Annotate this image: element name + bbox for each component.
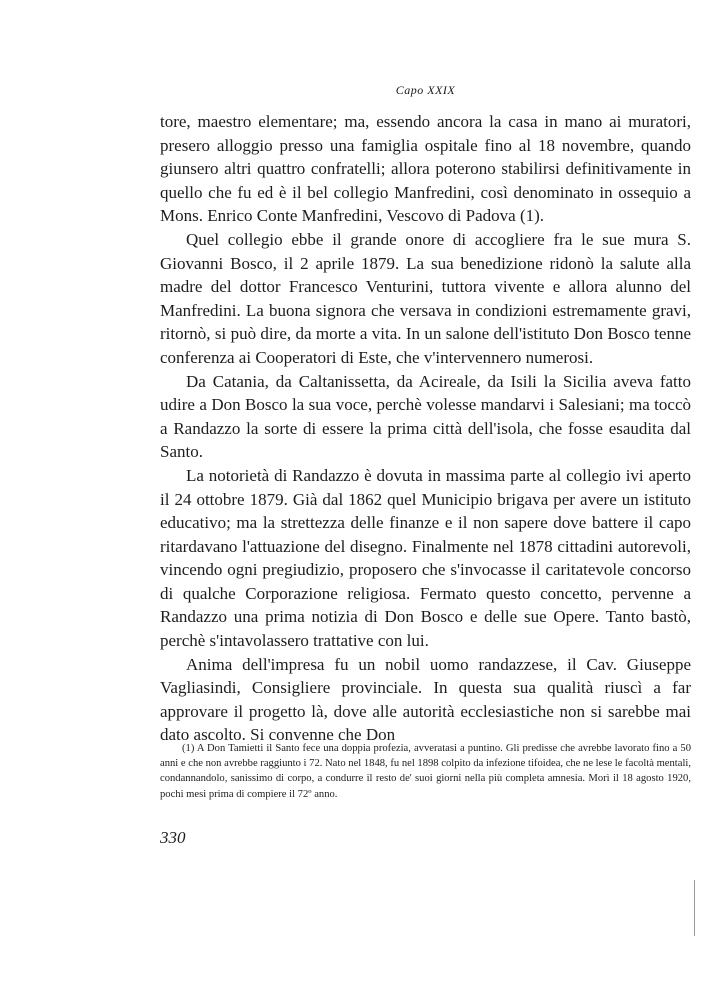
paragraph-4: La notorietà di Randazzo è dovuta in massima parte al collegio ivi aperto il 24 ottobre 1879. Già dal 1862 quel Municipio brigava per avere un istituto educativo; ma la strettezza delle finanze e il non sapere dove battere il capo ritardavano l'attuazione del disegno. Finalmente nel 1878 cittadini autorevoli, vincendo ogni pregiudizio, proposero che s'invocasse il caritatevole concorso di qualche Corporazione religiosa. Fermato questo concetto, pervenne a Randazzo una prima notizia di Don Bosco e delle sue Opere. Tanto bastò, perchè s'intavolassero trattative con lui. (160, 465, 691, 651)
paragraph-2: Quel collegio ebbe il grande onore di accogliere fra le sue mura S. Giovanni Bosco, il 2 aprile 1879. La sua benedizione ridonò la salute alla madre del dottor Francesco Venturini, tuttora vivente e allora alunno del Manfredini. La buona signora che versava in condizioni estremamente gravi, ritornò, si può dire, da morte a vita. In un salone dell'istituto Don Bosco tenne conferenza ai Cooperatori di Este, che v'intervennero numerosi. (160, 229, 691, 367)
running-head: Capo XXIX (395, 83, 456, 97)
footnote: (1) A Don Tamietti il Santo fece una doppia profezia, avveratasi a puntino. Gli predisse che avrebbe lavorato fino a 50 anni e che non avrebbe raggiunto i 72. Nato nel 1848, fu nel 1898 colpito da infezione tifoidea, che ne lese le facoltà mentali, condannandolo, sanissimo di corpo, a condurre il resto de' suoi giorni nella più completa amnesia. Morì il 18 agosto 1920, pochi mesi prima di compiere il 72º anno. (160, 743, 691, 800)
scan-edge-line (694, 880, 695, 936)
paragraph-5: Anima dell'impresa fu un nobil uomo randazzese, il Cav. Giuseppe Vagliasindi, Consigliere provinciale. In questa sua qualità riuscì a far approvare il progetto là, dove alle autorità ecclesiastiche non si sarebbe mai dato ascolto. Si convenne che Don (160, 654, 691, 745)
page-number: 330 (160, 828, 186, 847)
body-text (160, 110, 691, 747)
paragraph-1: tore, maestro elementare; ma, essendo ancora la casa in mano ai muratori, presero alloggio presso una famiglia ospitale fino al 18 novembre, quando giunsero altri quattro confratelli; allora poterono stabilirsi definitivamente in quello che fu ed è il bel collegio Manfredini, così denominato in ossequio a Mons. Enrico Conte Manfredini, Vescovo di Padova (1). (160, 112, 691, 226)
paragraph-3: Da Catania, da Caltanissetta, da Acireale, da Isili la Sicilia aveva fatto udire a Don Bosco la sua voce, perchè volesse mandarvi i Salesiani; ma toccò a Randazzo la sorte di essere la prima città dell'isola, che fosse esaudita dal Santo. (160, 371, 691, 462)
